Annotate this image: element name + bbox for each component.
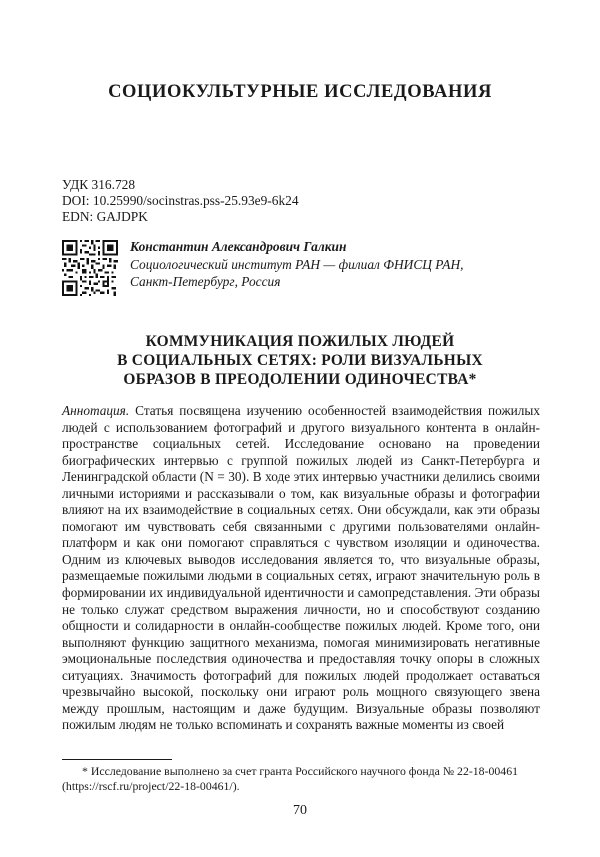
qr-code-icon (62, 240, 118, 296)
author-block (130, 238, 463, 291)
author-affiliation: Социологический институт РАН — филиал ФНИСЦ РАН, (130, 256, 464, 272)
page-number: 70 (293, 803, 307, 818)
article-title-line: ОБРАЗОВ В ПРЕОДОЛЕНИИ ОДИНОЧЕСТВА* (123, 371, 477, 388)
udk-code: УДК 316.728 (62, 177, 136, 192)
article-metadata (62, 177, 299, 225)
article-title-line: КОММУНИКАЦИЯ ПОЖИЛЫХ ЛЮДЕЙ (145, 333, 455, 350)
edn-code: EDN: GAJDPK (62, 209, 148, 224)
doi-link[interactable]: DOI: 10.25990/socinstras.pss-25.93e9-6k24 (62, 193, 299, 208)
abstract (62, 403, 540, 734)
article-title-line: В СОЦИАЛЬНЫХ СЕТЯХ: РОЛИ ВИЗУАЛЬНЫХ (117, 352, 483, 369)
article-title (40, 332, 560, 389)
author-name: Константин Александрович Галкин (130, 239, 347, 254)
section-title: СОЦИОКУЛЬТУРНЫЕ ИССЛЕДОВАНИЯ (108, 82, 492, 102)
abstract-text: Статья посвящена изучению особенностей взаимодействия пожилых людей с использованием фотографий и другого визуального контента в онлайн-пространстве социальных сетей. Исследование основано на проведении биографических интервью с группой пожилых людей из Санкт-Петербурга и Ленинградской области (N = 30). В ходе этих интервью участники делились своими личными историями и рассказывали о том, как визуальные образы и фотографии влияют на их взаимодействие в социальных сетях. Они обсуждали, как эти образы помогают им чувствовать себя связанными с другими пользователями онлайн-платформ и как они помогают справляться с чувством изоляции и одиночества. Одним из ключевых выводов исследования является то, что визуальные образы, размещаемые пожилыми людьми в социальных сетях, играют значительную роль в формировании их индивидуальной идентичности и самопредставления. Эти образы не только служат средством выражения личности, но и способствуют созданию общности и солидарности в онлайн-сообществе пожилых людей. Кроме того, они выполняют функцию защитного механизма, помогая минимизировать негативные эмоциональные последствия одиночества и предоставляя точку опоры в сложных ситуациях. Значимость фотографий для пожилых людей продолжает оставаться чрезвычайно высокой, поскольку они играют роль мощного связующего звена между прошлым, настоящим и даже будущим. Визуальные образы позволяют пожилым людям не только вспоминать и сохранять важные моменты из своей (62, 403, 541, 733)
footnote-divider (62, 759, 172, 760)
abstract-label: Аннотация. (62, 403, 130, 418)
author-location: Санкт-Петербург, Россия (130, 274, 281, 289)
footnote (62, 764, 540, 793)
footnote-link[interactable]: (https://rscf.ru/project/22-18-00461/). (62, 778, 240, 793)
footnote-text: * Исследование выполнено за счет гранта Российского научного фонда № 22-18-00461 (82, 764, 519, 778)
